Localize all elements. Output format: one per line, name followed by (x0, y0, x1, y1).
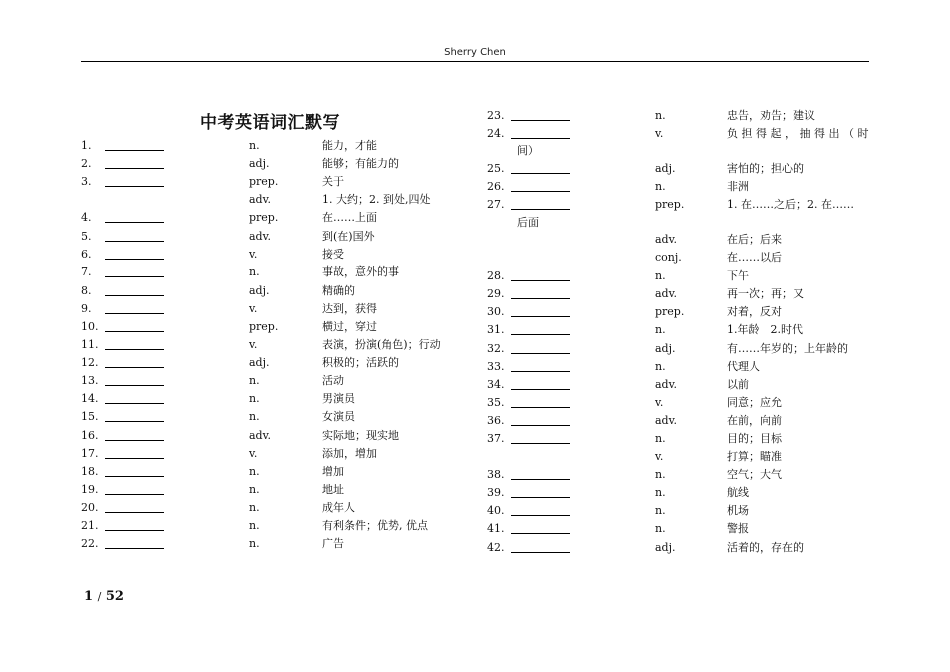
answer-blank[interactable] (105, 530, 164, 531)
vocab-row (81, 211, 471, 225)
part-of-speech: prep. (655, 198, 685, 211)
answer-blank[interactable] (105, 512, 164, 513)
vocab-row (81, 302, 471, 316)
answer-blank[interactable] (511, 515, 570, 516)
part-of-speech: n. (249, 501, 260, 514)
definition: 在……以后 (727, 251, 782, 264)
answer-blank[interactable] (105, 458, 164, 459)
part-of-speech: adv. (655, 287, 678, 300)
row-27-continuation: 后面 (517, 216, 539, 229)
answer-blank[interactable] (511, 533, 570, 534)
part-of-speech: prep. (249, 211, 279, 224)
page-current: 1 (84, 589, 94, 604)
item-number: 16. (81, 429, 99, 442)
vocab-row (81, 392, 471, 406)
definition: 活动 (322, 374, 344, 387)
vocab-row (487, 323, 877, 337)
page-header-author: Sherry Chen (444, 47, 506, 58)
vocab-row (81, 465, 471, 479)
item-number: 19. (81, 483, 99, 496)
item-number: 34. (487, 378, 505, 391)
item-number: 33. (487, 360, 505, 373)
item-number: 42. (487, 541, 505, 554)
item-number: 26. (487, 180, 505, 193)
answer-blank[interactable] (511, 191, 570, 192)
definition: 广告 (322, 537, 344, 550)
part-of-speech: prep. (249, 175, 279, 188)
answer-blank[interactable] (105, 222, 164, 223)
item-number: 38. (487, 468, 505, 481)
vocab-row (81, 410, 471, 424)
item-number: 21. (81, 519, 99, 532)
answer-blank[interactable] (105, 331, 164, 332)
item-number: 20. (81, 501, 99, 514)
item-number: 36. (487, 414, 505, 427)
definition: 再一次；再；又 (727, 287, 804, 300)
definition: 到(在)国外 (322, 230, 375, 243)
definition: 有……年岁的；上年龄的 (727, 342, 848, 355)
vocab-row (487, 287, 877, 301)
item-number: 17. (81, 447, 99, 460)
vocab-row (81, 447, 471, 461)
part-of-speech: n. (655, 504, 666, 517)
answer-blank[interactable] (105, 241, 164, 242)
part-of-speech: n. (655, 360, 666, 373)
answer-blank[interactable] (511, 138, 570, 139)
item-number: 23. (487, 109, 505, 122)
part-of-speech: adv. (249, 193, 272, 206)
item-number: 25. (487, 162, 505, 175)
definition: 关于 (322, 175, 344, 188)
item-number: 10. (81, 320, 99, 333)
vocab-row (487, 378, 877, 392)
vocab-row (487, 486, 877, 500)
vocab-row (81, 338, 471, 352)
vocab-row (487, 180, 877, 194)
answer-blank[interactable] (511, 497, 570, 498)
definition: 航线 (727, 486, 749, 499)
part-of-speech: n. (249, 139, 260, 152)
answer-blank[interactable] (511, 407, 570, 408)
part-of-speech: n. (249, 483, 260, 496)
definition: 实际地；现实地 (322, 429, 399, 442)
definition: 警报 (727, 522, 749, 535)
part-of-speech: v. (655, 127, 664, 140)
part-of-speech: v. (249, 302, 258, 315)
vocab-row (81, 265, 471, 279)
item-number: 5. (81, 230, 92, 243)
definition: 同意；应允 (727, 396, 782, 409)
definition: 对着，反对 (727, 305, 782, 318)
item-number: 3. (81, 175, 92, 188)
part-of-speech: n. (655, 109, 666, 122)
vocab-row (487, 127, 877, 141)
part-of-speech: adj. (249, 356, 270, 369)
vocab-row (81, 483, 471, 497)
answer-blank[interactable] (511, 479, 570, 480)
vocab-row (487, 269, 877, 283)
item-number: 11. (81, 338, 99, 351)
page-number (84, 589, 124, 604)
definition: 表演，扮演(角色)；行动 (322, 338, 441, 351)
definition: 害怕的；担心的 (727, 162, 804, 175)
item-number: 13. (81, 374, 99, 387)
answer-blank[interactable] (105, 440, 164, 441)
part-of-speech: adj. (249, 157, 270, 170)
vocab-row (487, 450, 877, 464)
vocab-row (81, 175, 471, 189)
part-of-speech: n. (655, 468, 666, 481)
definition: 非洲 (727, 180, 749, 193)
part-of-speech: v. (249, 447, 258, 460)
vocab-row (487, 233, 877, 247)
answer-blank[interactable] (511, 353, 570, 354)
definition: 活着的，存在的 (727, 541, 804, 554)
part-of-speech: n. (655, 323, 666, 336)
vocab-row (81, 320, 471, 334)
definition: 地址 (322, 483, 344, 496)
part-of-speech: n. (249, 519, 260, 532)
vocab-row (487, 109, 877, 123)
answer-blank[interactable] (105, 150, 164, 151)
part-of-speech: n. (249, 374, 260, 387)
item-number: 9. (81, 302, 92, 315)
item-number: 40. (487, 504, 505, 517)
answer-blank[interactable] (511, 389, 570, 390)
answer-blank[interactable] (105, 421, 164, 422)
answer-blank[interactable] (105, 168, 164, 169)
part-of-speech: adj. (249, 284, 270, 297)
definition: 添加，增加 (322, 447, 377, 460)
part-of-speech: adv. (655, 414, 678, 427)
vocab-row (81, 284, 471, 298)
part-of-speech: n. (655, 269, 666, 282)
item-number: 1. (81, 139, 92, 152)
definition: 负 担 得 起 ， 抽 得 出 （ 时 (727, 127, 869, 140)
answer-blank[interactable] (105, 276, 164, 277)
item-number: 39. (487, 486, 505, 499)
answer-blank[interactable] (105, 349, 164, 350)
vocab-row (487, 541, 877, 555)
part-of-speech: adj. (655, 541, 676, 554)
answer-blank[interactable] (105, 385, 164, 386)
definition: 1.年龄 2.时代 (727, 323, 803, 336)
vocab-row (487, 396, 877, 410)
vocab-row (81, 157, 471, 171)
vocab-row (487, 468, 877, 482)
part-of-speech: n. (655, 180, 666, 193)
part-of-speech: adj. (655, 162, 676, 175)
part-of-speech: adv. (655, 378, 678, 391)
definition: 在前，向前 (727, 414, 782, 427)
part-of-speech: n. (249, 410, 260, 423)
definition: 精确的 (322, 284, 355, 297)
definition: 能力，才能 (322, 139, 377, 152)
definition: 机场 (727, 504, 749, 517)
item-number: 22. (81, 537, 99, 550)
definition: 能够；有能力的 (322, 157, 399, 170)
vocab-row (81, 519, 471, 533)
part-of-speech: v. (249, 248, 258, 261)
item-number: 30. (487, 305, 505, 318)
answer-blank[interactable] (511, 209, 570, 210)
definition: 代理人 (727, 360, 760, 373)
item-number: 2. (81, 157, 92, 170)
definition: 有利条件；优势, 优点 (322, 519, 428, 532)
part-of-speech: adj. (655, 342, 676, 355)
item-number: 41. (487, 522, 505, 535)
answer-blank[interactable] (511, 443, 570, 444)
definition: 达到，获得 (322, 302, 377, 315)
item-number: 31. (487, 323, 505, 336)
part-of-speech: n. (249, 465, 260, 478)
row-24-continuation: 间） (517, 144, 539, 157)
vocab-row (487, 342, 877, 356)
answer-blank[interactable] (511, 298, 570, 299)
part-of-speech: adv. (249, 230, 272, 243)
vocab-row (81, 139, 471, 153)
answer-blank[interactable] (511, 552, 570, 553)
answer-blank[interactable] (105, 295, 164, 296)
part-of-speech: adv. (655, 233, 678, 246)
vocab-row (487, 198, 877, 212)
vocab-row (487, 251, 877, 265)
vocab-row (81, 429, 471, 443)
part-of-speech: n. (249, 265, 260, 278)
definition: 接受 (322, 248, 344, 261)
vocab-row (81, 356, 471, 370)
definition: 下午 (727, 269, 749, 282)
answer-blank[interactable] (105, 259, 164, 260)
item-number: 35. (487, 396, 505, 409)
part-of-speech: prep. (249, 320, 279, 333)
part-of-speech: prep. (655, 305, 685, 318)
page-separator: / (97, 590, 102, 603)
answer-blank[interactable] (511, 280, 570, 281)
vocab-row (81, 537, 471, 551)
item-number: 29. (487, 287, 505, 300)
item-number: 18. (81, 465, 99, 478)
definition: 事故，意外的事 (322, 265, 399, 278)
answer-blank[interactable] (105, 548, 164, 549)
item-number: 27. (487, 198, 505, 211)
vocab-row (81, 193, 471, 207)
part-of-speech: v. (249, 338, 258, 351)
part-of-speech: adv. (249, 429, 272, 442)
item-number: 12. (81, 356, 99, 369)
answer-blank[interactable] (105, 403, 164, 404)
definition: 忠告，劝告；建议 (727, 109, 815, 122)
item-number: 14. (81, 392, 99, 405)
definition: 积极的；活跃的 (322, 356, 399, 369)
answer-blank[interactable] (511, 371, 570, 372)
answer-blank[interactable] (105, 313, 164, 314)
definition: 1. 在……之后；2. 在…… (727, 198, 854, 211)
definition: 1. 大约；2. 到处,四处 (322, 193, 431, 206)
item-number: 24. (487, 127, 505, 140)
vocab-row (487, 432, 877, 446)
part-of-speech: n. (249, 392, 260, 405)
item-number: 6. (81, 248, 92, 261)
definition: 横过，穿过 (322, 320, 377, 333)
vocab-row (487, 414, 877, 428)
item-number: 4. (81, 211, 92, 224)
item-number: 28. (487, 269, 505, 282)
vocab-row (487, 360, 877, 374)
item-number: 7. (81, 265, 92, 278)
item-number: 32. (487, 342, 505, 355)
answer-blank[interactable] (511, 316, 570, 317)
definition: 打算；瞄准 (727, 450, 782, 463)
answer-blank[interactable] (511, 425, 570, 426)
answer-blank[interactable] (105, 494, 164, 495)
definition: 以前 (727, 378, 749, 391)
answer-blank[interactable] (105, 186, 164, 187)
part-of-speech: n. (655, 432, 666, 445)
vocab-row (81, 248, 471, 262)
header-rule (81, 61, 869, 62)
part-of-speech: v. (655, 450, 664, 463)
definition: 男演员 (322, 392, 355, 405)
vocab-row (487, 504, 877, 518)
answer-blank[interactable] (511, 173, 570, 174)
definition: 成年人 (322, 501, 355, 514)
definition: 增加 (322, 465, 344, 478)
answer-blank[interactable] (511, 334, 570, 335)
definition: 在……上面 (322, 211, 377, 224)
item-number: 8. (81, 284, 92, 297)
item-number: 37. (487, 432, 505, 445)
definition: 目的；目标 (727, 432, 782, 445)
part-of-speech: conj. (655, 251, 682, 264)
vocab-row (81, 230, 471, 244)
definition: 空气；大气 (727, 468, 782, 481)
vocab-row (487, 522, 877, 536)
answer-blank[interactable] (105, 367, 164, 368)
definition: 女演员 (322, 410, 355, 423)
answer-blank[interactable] (511, 120, 570, 121)
part-of-speech: n. (655, 486, 666, 499)
vocab-row (487, 305, 877, 319)
vocab-row (487, 162, 877, 176)
answer-blank[interactable] (105, 476, 164, 477)
part-of-speech: n. (249, 537, 260, 550)
vocab-row (81, 501, 471, 515)
definition: 在后；后来 (727, 233, 782, 246)
vocab-row (81, 374, 471, 388)
part-of-speech: n. (655, 522, 666, 535)
item-number: 15. (81, 410, 99, 423)
page-total: 52 (105, 589, 124, 604)
part-of-speech: v. (655, 396, 664, 409)
page-title: 中考英语词汇默写 (200, 113, 340, 133)
